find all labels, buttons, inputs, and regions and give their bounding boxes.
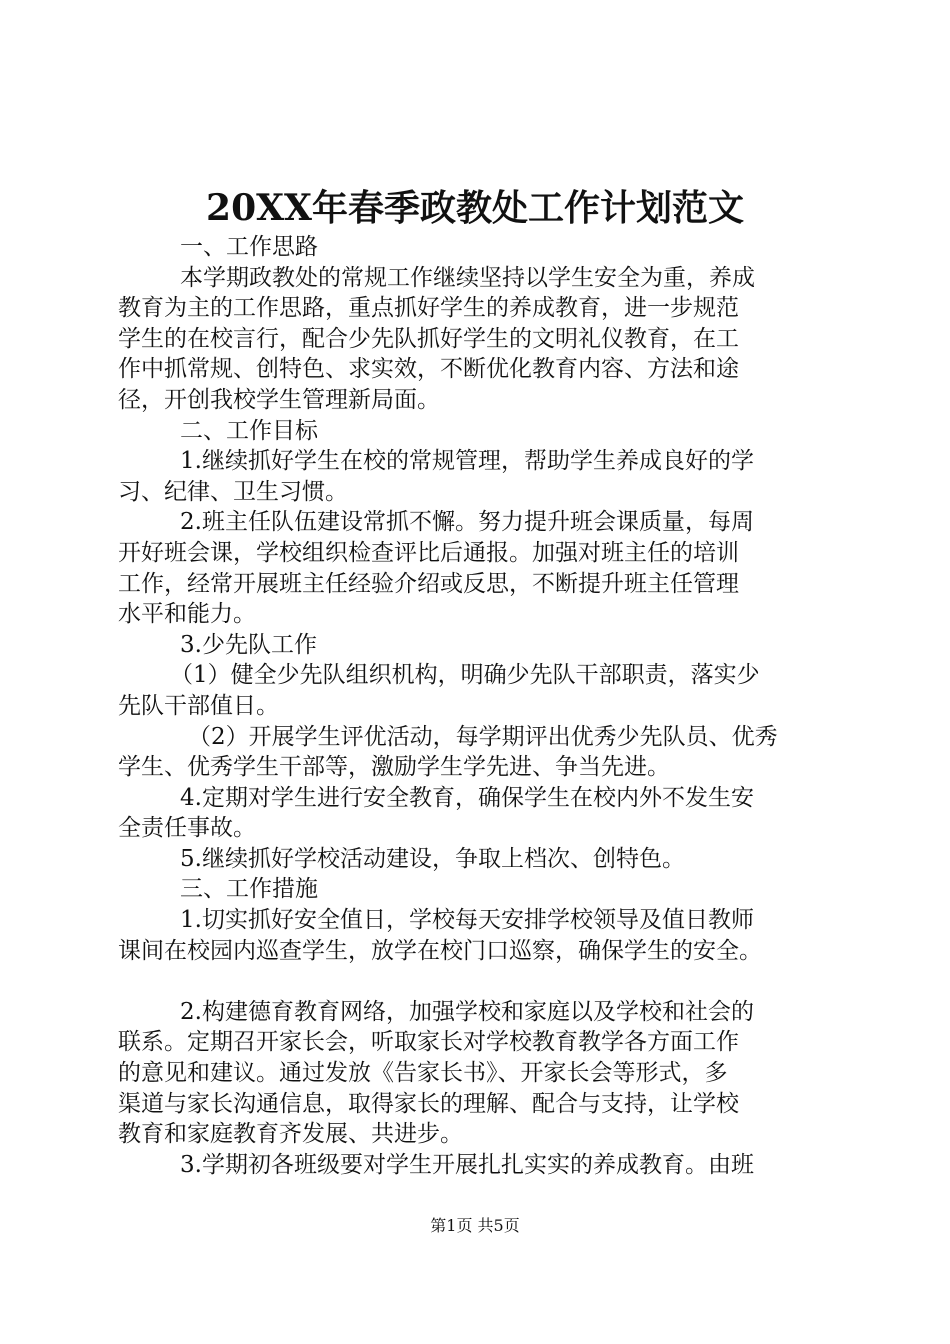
document-body (118, 232, 834, 1180)
paragraph-line: 教育和家庭教育齐发展、共进步。 (118, 1121, 463, 1148)
paragraph-line: 联系。定期召开家长会，听取家长对学校教育教学各方面工作 (118, 1029, 739, 1056)
paragraph-line: 的意见和建议。通过发放《告家长书》、开家长会等形式，多 (118, 1060, 728, 1087)
section-heading: 三、工作措施 (180, 876, 318, 903)
paragraph-line: 渠道与家长沟通信息，取得家长的理解、配合与支持，让学校 (118, 1090, 739, 1117)
paragraph-line: 5.继续抓好学校活动建设，争取上档次、创特色。 (180, 845, 685, 872)
paragraph-line: 本学期政教处的常规工作继续坚持以学生安全为重，养成 (180, 264, 755, 291)
paragraph-line: 作中抓常规、创特色、求实效，不断优化教育内容、方法和途 (118, 356, 739, 383)
paragraph-line: 2.班主任队伍建设常抓不懈。努力提升班会课质量，每周 (180, 509, 754, 536)
paragraph-line: 1.切实抓好安全值日，学校每天安排学校领导及值日教师 (180, 907, 754, 934)
paragraph-line: 3.少先队工作 (180, 631, 317, 658)
paragraph-line: 2.构建德育教育网络，加强学校和家庭以及学校和社会的 (180, 998, 754, 1025)
paragraph-line: 水平和能力。 (118, 601, 256, 628)
paragraph-line: 先队干部值日。 (118, 692, 279, 719)
paragraph-line: 工作，经常开展班主任经验介绍或反思，不断提升班主任管理 (118, 570, 739, 597)
blank-line (118, 966, 834, 997)
paragraph-line: 4.定期对学生进行安全教育，确保学生在校内外不发生安 (180, 784, 754, 811)
paragraph-line: 习、纪律、卫生习惯。 (118, 478, 348, 505)
paragraph-line: （1）健全少先队组织机构，明确少先队干部职责，落实少 (170, 662, 760, 689)
document-title: 20XX年春季政教处工作计划范文 (206, 187, 744, 229)
paragraph-line: 1.继续抓好学生在校的常规管理，帮助学生养成良好的学 (180, 448, 754, 475)
section-heading: 二、工作目标 (180, 417, 318, 444)
paragraph-line: 学生、优秀学生干部等，激励学生学先进、争当先进。 (118, 754, 670, 781)
paragraph-line: 课间在校园内巡查学生，放学在校门口巡察，确保学生的安全。 (118, 937, 762, 964)
paragraph-line: 3.学期初各班级要对学生开展扎扎实实的养成教育。由班 (180, 1151, 754, 1178)
paragraph-line: （2）开展学生评优活动，每学期评出优秀少先队员、优秀 (188, 723, 778, 750)
paragraph-line: 全责任事故。 (118, 815, 256, 842)
page-number: 第1页 共5页 (430, 1216, 520, 1235)
paragraph-line: 学生的在校言行，配合少先队抓好学生的文明礼仪教育，在工 (118, 325, 739, 352)
paragraph-line: 教育为主的工作思路，重点抓好学生的养成教育，进一步规范 (118, 295, 739, 322)
paragraph-line: 径，开创我校学生管理新局面。 (118, 386, 440, 413)
paragraph-line: 开好班会课，学校组织检查评比后通报。加强对班主任的培训 (118, 539, 739, 566)
section-heading: 一、工作思路 (180, 234, 318, 260)
